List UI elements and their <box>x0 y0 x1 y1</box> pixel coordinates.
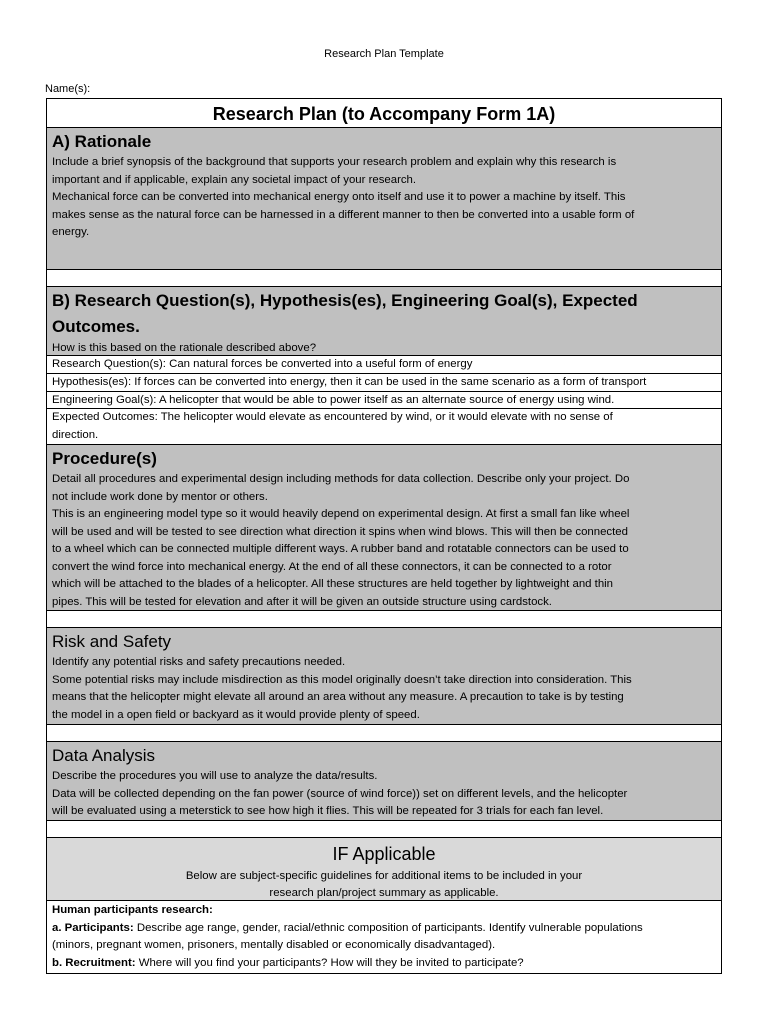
procedure-line: not include work done by mentor or others. <box>52 490 268 503</box>
procedure-line: This is an engineering model type so it would heavily depend on experimental design. At first a small fan like wheel <box>52 508 630 520</box>
procedure-line: to a wheel which can be connected multiple different ways. A rubber band and rotatable connectors can be used to <box>52 543 629 555</box>
if-applicable-line: Below are subject-specific guidelines for additional items to be included in your <box>185 870 583 882</box>
research-question-text: Research Question(s): Can natural forces be converted into a useful form of energy <box>52 358 473 370</box>
data-analysis-line: will be evaluated using a meterstick to see how high it flies. This will be repeated for 3 trials for each fan level. <box>52 805 604 817</box>
hypothesis-row <box>47 374 721 392</box>
rationale-response-field[interactable] <box>47 270 721 287</box>
names-label: Name(s): <box>45 83 91 95</box>
research-question-section <box>47 287 721 356</box>
risk-safety-section <box>47 628 721 725</box>
procedure-line: convert the wind force into mechanical energy. At the end of all these connectors, it can be connected to a rotor <box>52 560 612 573</box>
data-analysis-line: Describe the procedures you will use to analyze the data/results. <box>52 770 378 782</box>
form-heading: Research Plan (to Accompany Form 1A) <box>47 99 721 128</box>
participants-item <box>52 920 716 938</box>
research-question-row <box>47 356 721 374</box>
rationale-line: Include a brief synopsis of the background that supports your research problem and explain why this research is <box>52 156 617 168</box>
data-analysis-title: Data Analysis <box>52 746 155 765</box>
participants-label: a. Participants: <box>52 921 134 934</box>
human-participants-heading <box>52 902 716 920</box>
document-title: Research Plan Template <box>324 48 444 60</box>
recruitment-text: Where will you find your participants? How will they be invited to participate? <box>135 956 524 969</box>
procedure-line: will be used and will be tested to see direction what direction it spins when wind blows. This will then be connected <box>52 525 628 538</box>
engineering-goal-text: Engineering Goal(s): A helicopter that would be able to power itself as an alternate source of energy using wind. <box>52 394 615 406</box>
data-analysis-response-field[interactable] <box>47 821 721 838</box>
rationale-line: Mechanical force can be converted into mechanical energy onto itself and use it to power a machine by itself. This <box>52 191 626 203</box>
risk-safety-response-field[interactable] <box>47 725 721 742</box>
risk-safety-title: Risk and Safety <box>52 632 172 651</box>
risk-safety-line: means that the helicopter might elevate all around an area without any measure. A precaution to take is by testing <box>52 691 624 703</box>
rationale-line: important and if applicable, explain any societal impact of your research. <box>52 173 417 186</box>
rationale-line: energy. <box>52 226 90 238</box>
procedure-line: which will be attached to the blades of a helicopter. All these structures are held together by lightweight and thin <box>52 578 614 590</box>
rationale-title: A) Rationale <box>52 132 152 151</box>
hypothesis-text: Hypothesis(es): If forces can be converted into energy, then it can be used in the same scenario as a form of transport <box>52 376 647 388</box>
if-applicable-section <box>47 838 721 901</box>
procedure-title: Procedure(s) <box>52 449 157 468</box>
procedure-line: pipes. This will be tested for elevation and after it will be given an outside structure using cardstock. <box>52 595 552 608</box>
recruitment-label: b. Recruitment: <box>52 956 136 969</box>
engineering-goal-row <box>47 392 721 409</box>
risk-safety-line: Identify any potential risks and safety precautions needed. <box>52 656 346 668</box>
rationale-line: makes sense as the natural force can be harnessed in a different manner to then be converted into a usable form of <box>52 208 635 221</box>
research-plan-form <box>46 98 722 974</box>
research-question-prompt: How is this based on the rationale described above? <box>52 342 317 354</box>
risk-safety-line: Some potential risks may include misdirection as this model originally doesn’t take direction into consideration. This <box>52 673 632 686</box>
research-question-title: Outcomes. <box>52 317 140 336</box>
participants-text: Describe age range, gender, racial/ethnic composition of participants. Identify vulnerable populations <box>133 921 643 934</box>
expected-outcomes-row <box>47 409 721 445</box>
research-question-title: B) Research Question(s), Hypothesis(es), Engineering Goal(s), Expected <box>52 291 638 310</box>
expected-outcomes-text: direction. <box>52 428 99 441</box>
procedure-response-field[interactable] <box>47 611 721 628</box>
procedure-section <box>47 445 721 611</box>
procedure-line: Detail all procedures and experimental design including methods for data collection. Describe only your project. Do <box>52 473 630 485</box>
recruitment-item <box>52 955 716 973</box>
participants-item-continued: (minors, pregnant women, prisoners, mentally disabled or economically disadvantaged). <box>52 939 496 951</box>
human-participants-section <box>47 901 721 973</box>
human-participants-heading-text: Human participants research: <box>52 904 213 916</box>
if-applicable-title: IF Applicable <box>332 844 436 864</box>
if-applicable-line: research plan/project summary as applicable. <box>269 887 499 899</box>
expected-outcomes-text: Expected Outcomes: The helicopter would elevate as encountered by wind, or it would elevate with no sense of <box>52 411 613 423</box>
risk-safety-line: the model in a open field or backyard as it would provide plenty of speed. <box>52 708 420 721</box>
rationale-section <box>47 128 721 270</box>
data-analysis-line: Data will be collected depending on the fan power (source of wind force)) set on different levels, and the helicopter <box>52 787 628 800</box>
data-analysis-section <box>47 742 721 821</box>
